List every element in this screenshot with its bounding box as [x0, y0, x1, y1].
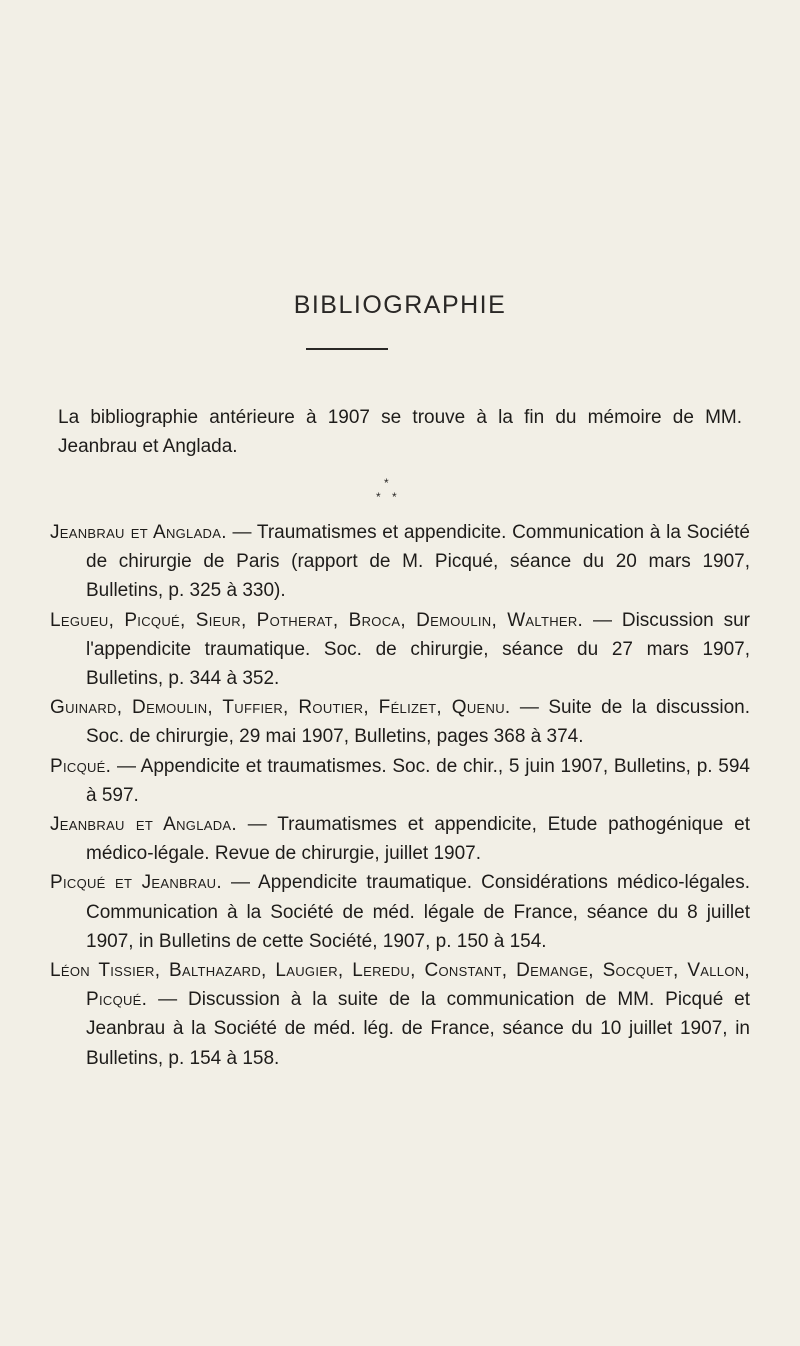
entry-authors: Guinard, Demoulin, Tuffier, Routier, Félizet, Quenu.: [50, 697, 511, 719]
entry-text: — Traumatismes et appendicite, Etude pathogénique et médico-légale. Revue de chirurgie, juillet 1907.: [86, 814, 750, 865]
entry-text: — Discussion sur l'appendicite traumatique. Soc. de chirurgie, séance du 27 mars 1907, Bulletins, p. 344 à 352.: [86, 609, 750, 690]
entry-text: — Discussion à la suite de la communication de MM. Picqué et Jeanbrau à la Société de méd. lég. de France, séance du 10 juillet 1907, in Bulletins, p. 154 à 158.: [86, 989, 750, 1069]
entry-text: — Traumatismes et appendicite. Communication à la Société de chirurgie de Paris (rapport de M. Picqué, séance du 20 mars 1907, Bulletins, p. 325 à 330).: [86, 522, 750, 602]
bibliography-entry: [50, 693, 750, 751]
bibliography-list: [50, 518, 750, 1073]
asterism-star-right: *: [392, 490, 397, 504]
asterism-star-left: *: [376, 490, 381, 504]
bibliography-entry: [50, 868, 750, 956]
entry-text: — Appendicite traumatique. Considérations médico-légales. Communication à la Société de méd. légale de France, séance du 8 juillet 1907, in Bulletins de cette Société, 1907, p. 150 à 154.: [86, 872, 751, 952]
entry-authors: Picqué et Jeanbrau.: [50, 872, 222, 894]
entry-authors: Legueu, Picqué, Sieur, Potherat, Broca, Demoulin, Walther.: [50, 609, 584, 631]
page-title: BIBLIOGRAPHIE: [293, 291, 507, 319]
intro-paragraph: La bibliographie antérieure à 1907 se trouve à la fin du mémoire de MM. Jeanbrau et Anglada.: [58, 407, 742, 457]
entry-authors: Jeanbrau et Anglada.: [50, 522, 227, 543]
bibliography-entry: [50, 956, 750, 1073]
entry-text: — Appendicite et traumatismes. Soc. de chir., 5 juin 1907, Bulletins, p. 594 à 597.: [86, 755, 750, 806]
asterism: [364, 476, 424, 516]
bibliography-entry: [50, 518, 750, 606]
bibliography-entry: [50, 752, 750, 810]
bibliography-entry: [50, 810, 750, 868]
entry-text: — Suite de la discussion. Soc. de chirurgie, 29 mai 1907, Bulletins, pages 368 à 374.: [86, 697, 750, 748]
asterism-star-top: *: [384, 476, 389, 490]
entry-authors: Jeanbrau et Anglada.: [50, 814, 237, 836]
entry-authors: Léon Tissier, Balthazard, Laugier, Leredu, Constant, Demange, Socquet, Vallon, Picqué.: [50, 960, 750, 1011]
title-divider: [306, 348, 388, 350]
bibliography-entry: [50, 606, 750, 694]
entry-authors: Picqué.: [50, 755, 112, 777]
